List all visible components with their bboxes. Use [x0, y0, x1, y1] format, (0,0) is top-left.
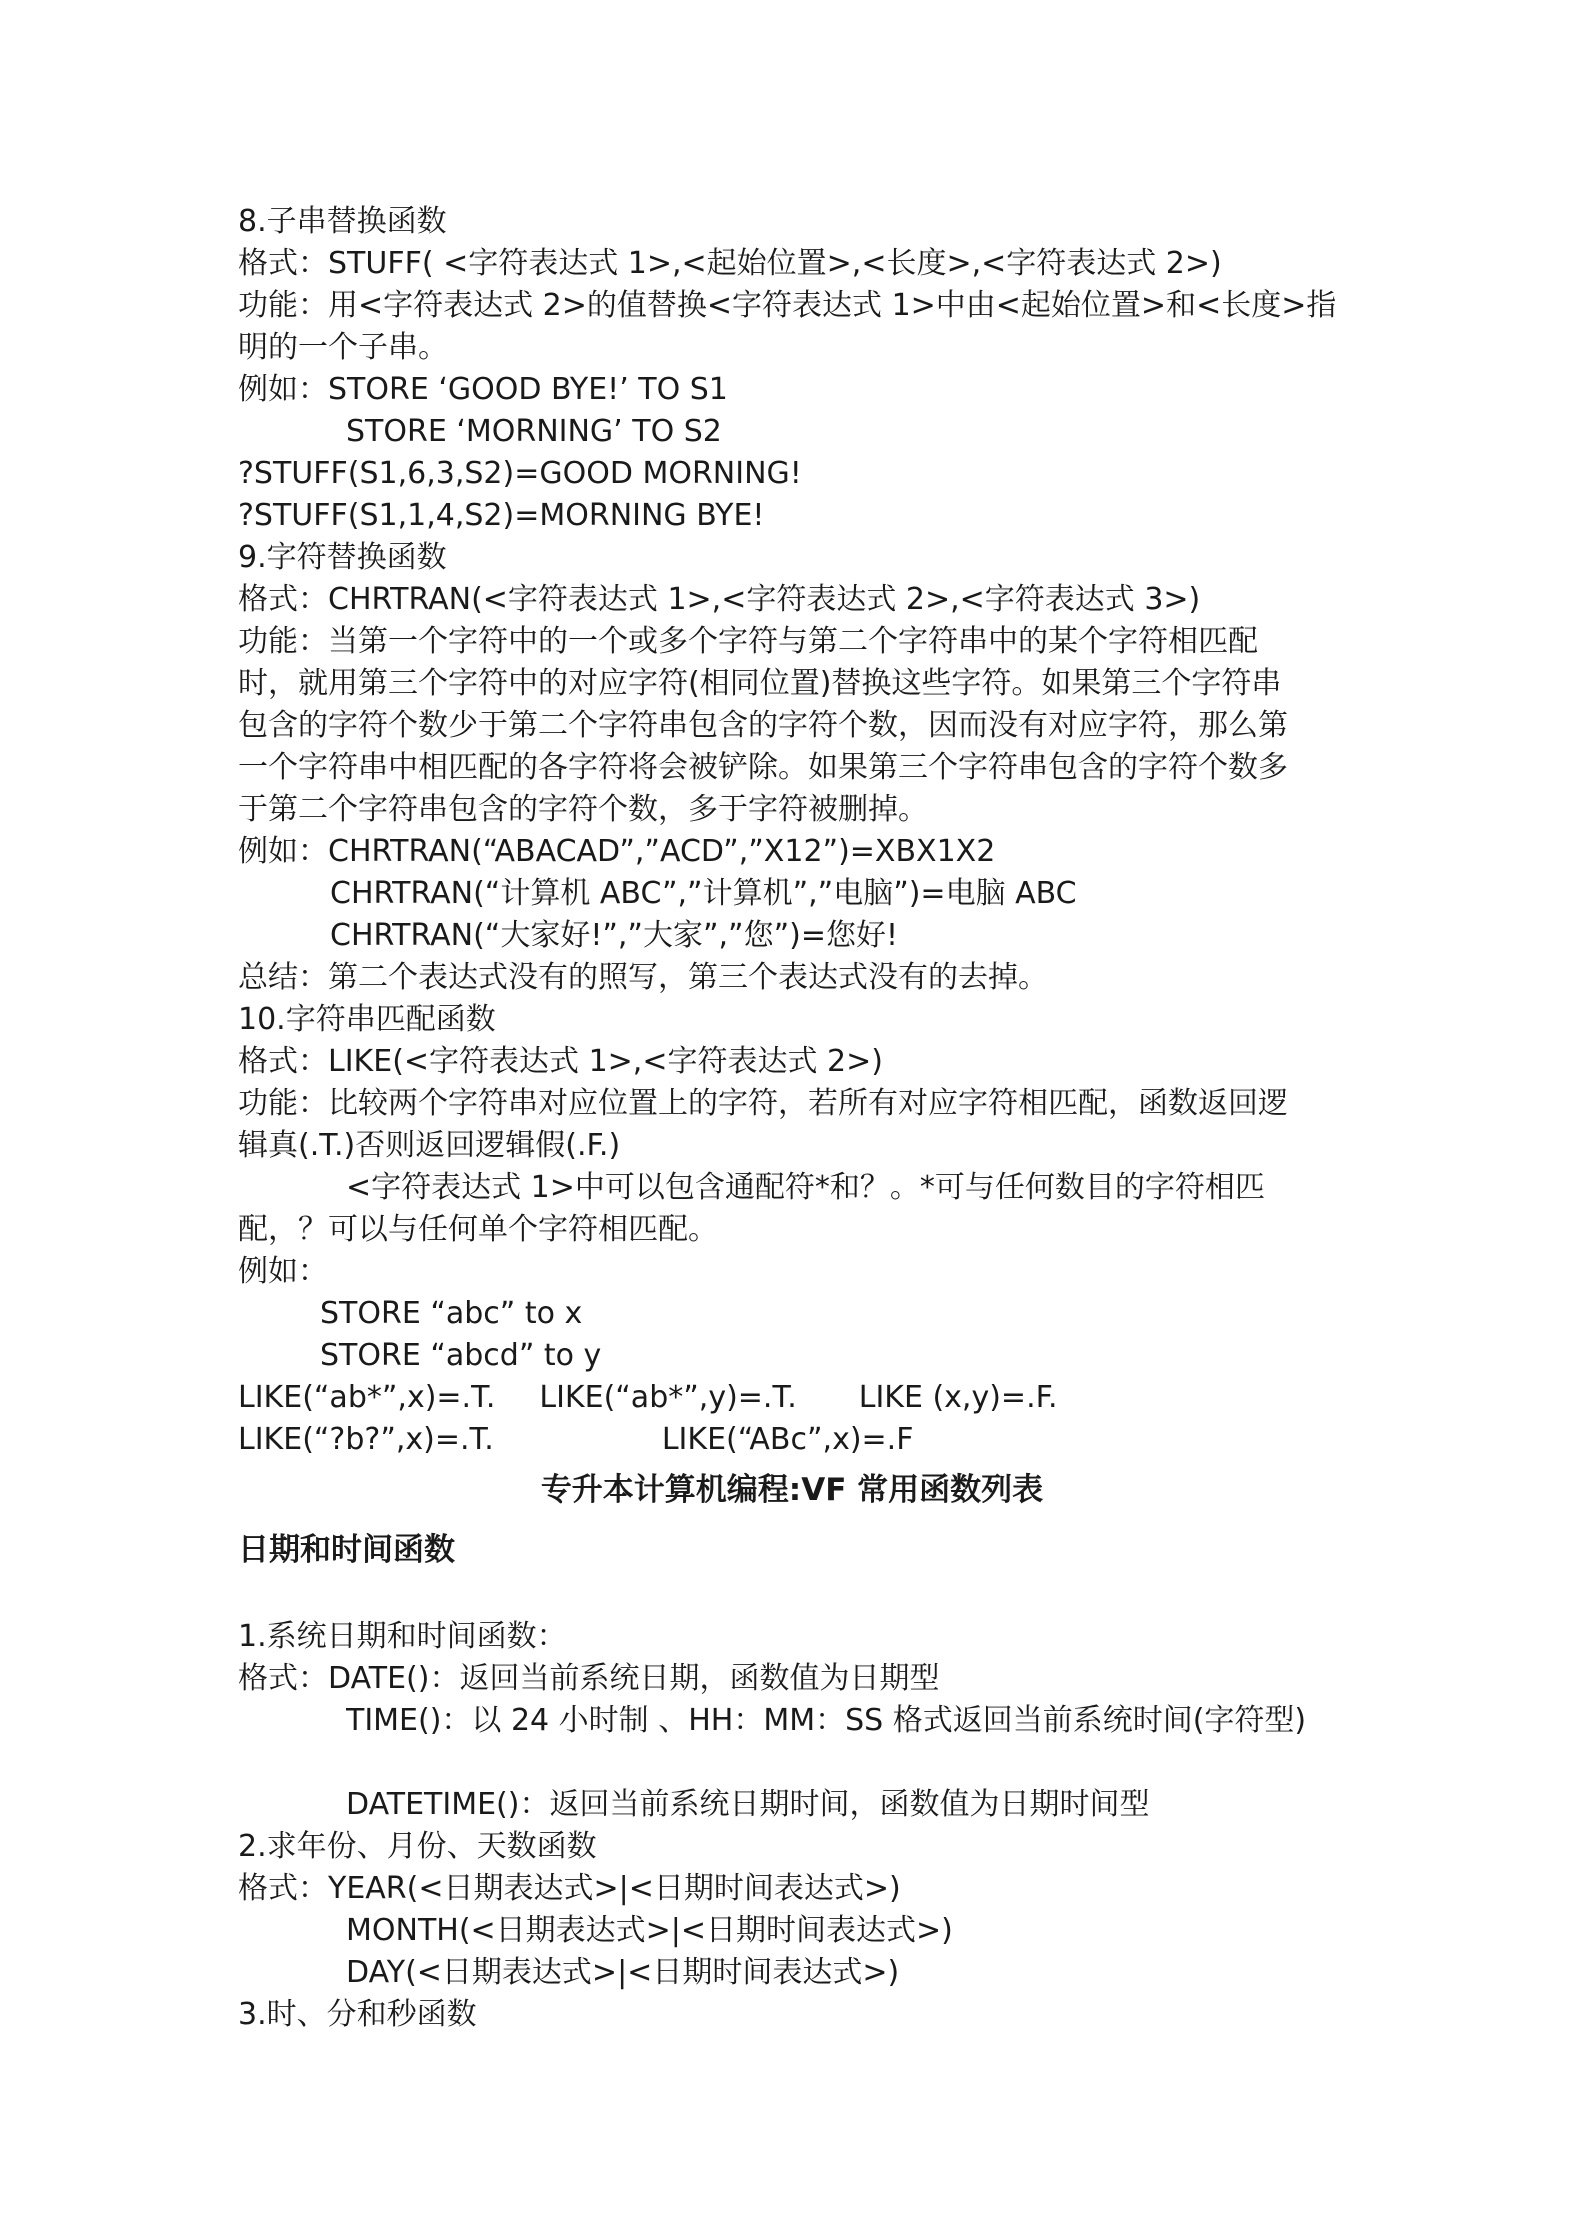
text-line: 功能：用<字符表达式 2>的值替换<字符表达式 1>中由<起始位置>和<长度>指 — [238, 288, 1337, 323]
section-heading-like: 10.字符串匹配函数 — [238, 1002, 496, 1037]
text-line: 明的一个子串。 — [238, 330, 448, 365]
like-example: LIKE(“ab*”,y)=.T. — [539, 1380, 797, 1415]
text-line: CHRTRAN(“计算机 ABC”,”计算机”,”电脑”)=电脑 ABC — [330, 876, 1077, 911]
text-line: 2.求年份、月份、天数函数 — [238, 1829, 597, 1864]
text-line: 一个字符串中相匹配的各字符将会被铲除。如果第三个字符串包含的字符个数多 — [238, 750, 1288, 785]
section-heading-datetime: 日期和时间函数 — [238, 1532, 455, 1568]
text-line: DATETIME()：返回当前系统日期时间，函数值为日期时间型 — [346, 1787, 1150, 1822]
like-example: LIKE(“ab*”,x)=.T. — [238, 1380, 496, 1415]
text-line: MONTH(<日期表达式>|<日期时间表达式>) — [346, 1913, 953, 1948]
section-heading-stuff: 8.子串替换函数 — [238, 204, 447, 239]
like-examples-row — [238, 1419, 1484, 1461]
section-heading-chrtran: 9.字符替换函数 — [238, 540, 447, 575]
text-line: ?STUFF(S1,6,3,S2)=GOOD MORNING! — [238, 456, 802, 491]
text-line: 辑真(.T.)否则返回逻辑假(.F.) — [238, 1128, 621, 1163]
text-line: 于第二个字符串包含的字符个数，多于字符被删掉。 — [238, 792, 928, 827]
text-line: STORE “abc” to x — [320, 1296, 583, 1331]
text-line: 功能：比较两个字符串对应位置上的字符，若所有对应字符相匹配，函数返回逻 — [238, 1086, 1288, 1121]
text-line: 例如：STORE ‘GOOD BYE!’ TO S1 — [238, 372, 728, 407]
text-line: 包含的字符个数少于第二个字符串包含的字符个数，因而没有对应字符，那么第 — [238, 708, 1288, 743]
text-line: STORE ‘MORNING’ TO S2 — [346, 414, 722, 449]
like-example: LIKE (x,y)=.F. — [858, 1380, 1058, 1415]
text-line: 功能：当第一个字符中的一个或多个字符与第二个字符串中的某个字符相匹配 — [238, 624, 1258, 659]
text-line: 3.时、分和秒函数 — [238, 1997, 477, 2032]
text-line: 1.系统日期和时间函数： — [238, 1619, 567, 1654]
text-line: 格式：DATE()：返回当前系统日期，函数值为日期型 — [238, 1661, 940, 1696]
text-line: TIME()：以 24 小时制 、HH：MM：SS 格式返回当前系统时间(字符型) — [346, 1703, 1307, 1738]
text-line: 格式：LIKE(<字符表达式 1>,<字符表达式 2>) — [238, 1044, 883, 1079]
text-line: ?STUFF(S1,1,4,S2)=MORNING BYE! — [238, 498, 765, 533]
text-line: 格式：STUFF( <字符表达式 1>,<起始位置>,<长度>,<字符表达式 2>) — [238, 246, 1222, 281]
text-line: 格式：YEAR(<日期表达式>|<日期时间表达式>) — [238, 1871, 901, 1906]
like-example: LIKE(“ABc”,x)=.F — [661, 1422, 914, 1457]
text-line: 时，就用第三个字符中的对应字符(相同位置)替换这些字符。如果第三个字符串 — [238, 666, 1282, 701]
text-line: 总结：第二个表达式没有的照写，第三个表达式没有的去掉。 — [238, 960, 1048, 995]
page-title: 专升本计算机编程:VF 常用函数列表 — [540, 1472, 1044, 1508]
text-line: CHRTRAN(“大家好!”,”大家”,”您”)=您好! — [330, 918, 899, 953]
like-example: LIKE(“?b?”,x)=.T. — [238, 1422, 494, 1457]
text-line: DAY(<日期表达式>|<日期时间表达式>) — [346, 1955, 900, 1990]
text-line: <字符表达式 1>中可以包含通配符*和？。*可与任何数目的字符相匹 — [346, 1170, 1265, 1205]
text-line: 例如： — [238, 1254, 328, 1289]
text-line: STORE “abcd” to y — [320, 1338, 602, 1373]
text-line: 例如：CHRTRAN(“ABACAD”,”ACD”,”X12”)=XBX1X2 — [238, 834, 996, 869]
like-examples-row — [238, 1377, 1484, 1419]
text-line: 格式：CHRTRAN(<字符表达式 1>,<字符表达式 2>,<字符表达式 3>) — [238, 582, 1201, 617]
text-line: 配，？可以与任何单个字符相匹配。 — [238, 1212, 718, 1247]
